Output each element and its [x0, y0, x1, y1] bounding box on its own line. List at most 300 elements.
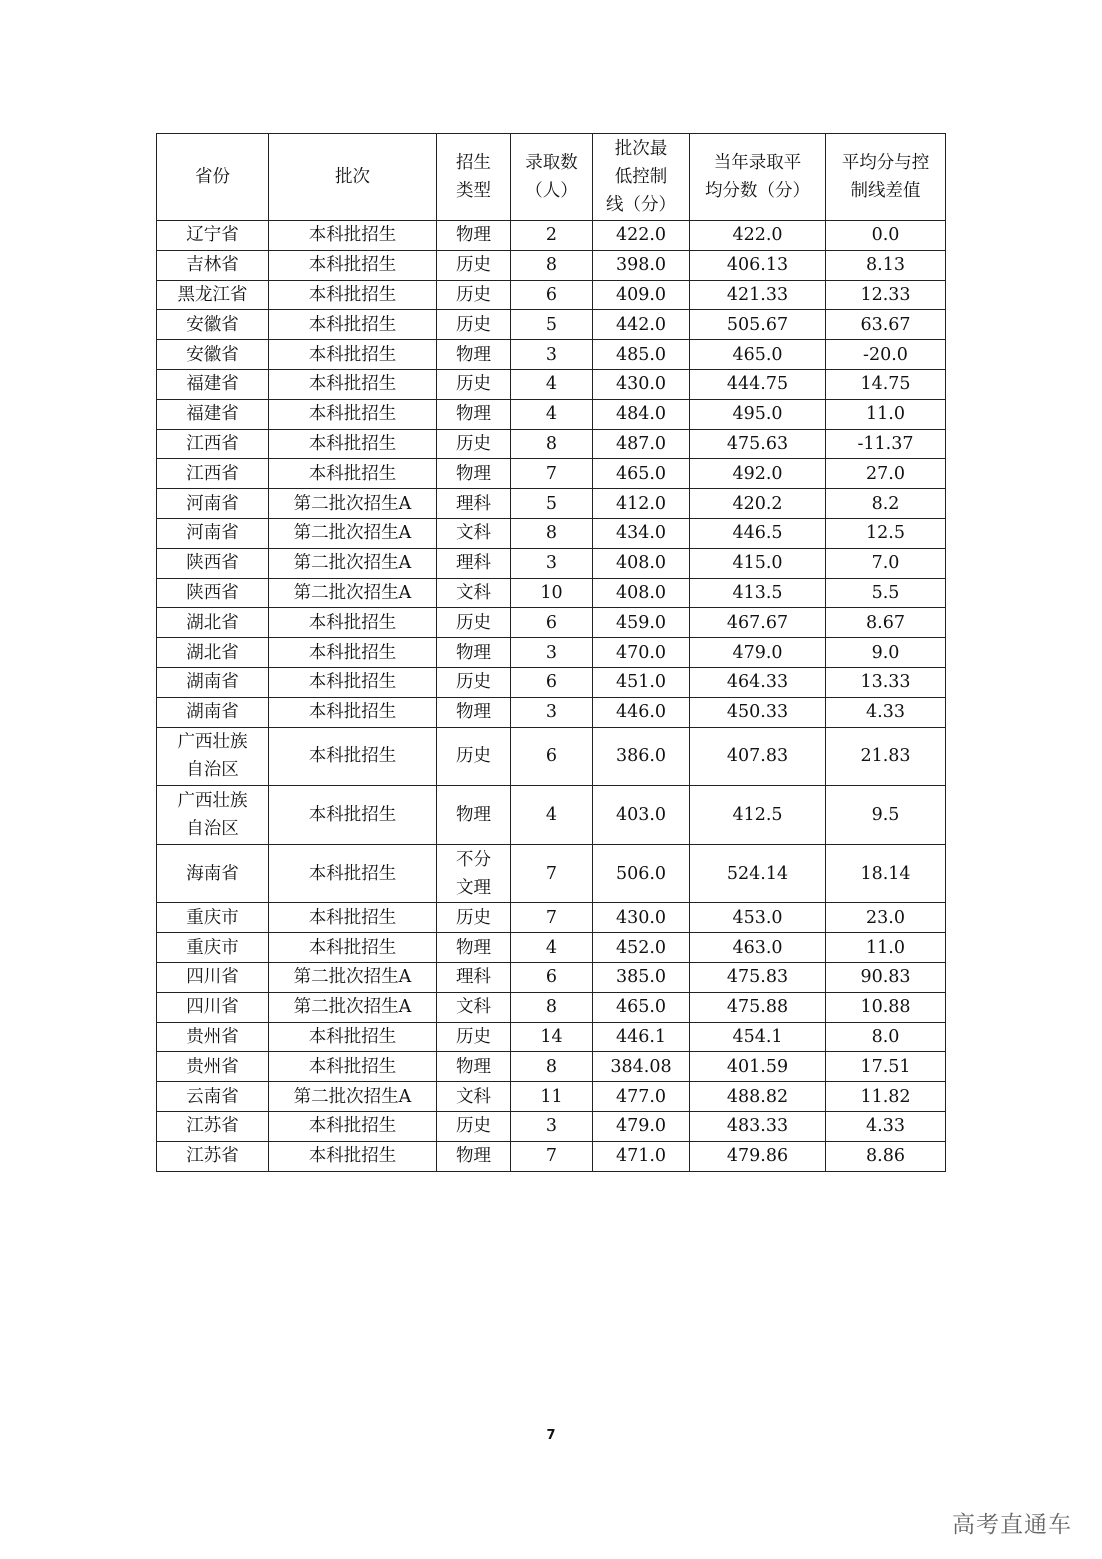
cell-text-line: 11.0	[866, 937, 905, 958]
cell-batch	[269, 727, 437, 786]
cell-text-line: 406.13	[726, 255, 789, 276]
cell-admission-type	[437, 903, 511, 933]
cell-average-score	[690, 933, 826, 963]
cell-text-line: 广西壮族	[177, 732, 248, 753]
cell-batch-control-line	[593, 429, 690, 459]
cell-text-line: 云南省	[186, 1086, 239, 1107]
cell-province	[157, 786, 269, 845]
cell-text-line: 本科批招生	[308, 314, 397, 335]
cell-text-line: 第二批次招生A	[293, 997, 412, 1018]
cell-text-line: 6	[545, 967, 558, 988]
cell-text-line: 本科批招生	[308, 433, 397, 454]
cell-text-line: 459.0	[615, 612, 667, 633]
cell-text-line: 物理	[456, 642, 491, 663]
cell-text-line: 444.75	[726, 374, 789, 395]
cell-province	[157, 608, 269, 638]
cell-text-line: 8.13	[866, 255, 905, 276]
cell-admission-type	[437, 608, 511, 638]
cell-text-line: 384.08	[610, 1056, 672, 1077]
cell-admission-type	[437, 429, 511, 459]
cell-text-line: 8	[545, 997, 558, 1018]
cell-batch	[269, 221, 437, 251]
cell-average-score	[690, 578, 826, 608]
cell-average-score	[690, 786, 826, 845]
table-body	[157, 221, 946, 1172]
cell-admission-type	[437, 933, 511, 963]
cell-text-line: 412.0	[615, 493, 667, 514]
cell-batch-control-line	[593, 608, 690, 638]
cell-text-line: 5.5	[871, 582, 900, 603]
cell-text-line: 自治区	[186, 818, 239, 839]
table-row	[157, 578, 946, 608]
cell-text-line: 河南省	[186, 493, 239, 514]
table-row	[157, 429, 946, 459]
cell-text-line: 5	[545, 493, 558, 514]
cell-text-line: 479.0	[615, 1116, 667, 1137]
cell-text-line: 8.86	[866, 1146, 905, 1167]
cell-batch-control-line	[593, 221, 690, 251]
cell-province	[157, 250, 269, 280]
cell-text-line: 本科批招生	[308, 225, 397, 246]
cell-text-line: 物理	[456, 463, 491, 484]
cell-text-line: 3	[545, 553, 558, 574]
cell-text-line: 12.5	[866, 523, 905, 544]
cell-score-difference	[826, 638, 946, 668]
cell-text-line: 本科批招生	[308, 1056, 397, 1077]
cell-average-score	[690, 221, 826, 251]
cell-text-line: 理科	[456, 967, 491, 988]
cell-admission-type	[437, 697, 511, 727]
cell-average-score	[690, 1111, 826, 1141]
table-row	[157, 518, 946, 548]
cell-text-line: 446.1	[615, 1026, 667, 1047]
cell-text-line: 477.0	[615, 1086, 667, 1107]
cell-score-difference	[826, 489, 946, 519]
cell-score-difference	[826, 786, 946, 845]
cell-admitted-count	[511, 369, 593, 399]
cell-text-line: 90.83	[860, 967, 911, 988]
cell-text-line: 历史	[456, 374, 491, 395]
cell-average-score	[690, 697, 826, 727]
cell-score-difference	[826, 459, 946, 489]
cell-text-line: 历史	[456, 1116, 491, 1137]
cell-text-line: 福建省	[186, 374, 239, 395]
cell-text-line: 历史	[456, 1026, 491, 1047]
cell-average-score	[690, 727, 826, 786]
cell-text-line: 批次最	[614, 139, 668, 159]
cell-admitted-count	[511, 638, 593, 668]
cell-text-line: 6	[545, 672, 558, 693]
cell-text-line: 386.0	[615, 746, 667, 767]
cell-average-score	[690, 280, 826, 310]
header-admitted-count	[511, 134, 593, 221]
cell-text-line: 9.5	[871, 804, 900, 825]
cell-province	[157, 548, 269, 578]
cell-admission-type	[437, 992, 511, 1022]
cell-text-line: 430.0	[615, 374, 667, 395]
cell-average-score	[690, 638, 826, 668]
cell-text-line: 403.0	[615, 804, 667, 825]
cell-text-line: 历史	[456, 612, 491, 633]
cell-text-line: 本科批招生	[308, 746, 397, 767]
cell-admission-type	[437, 369, 511, 399]
cell-text-line: 464.33	[726, 672, 789, 693]
cell-text-line: 四川省	[186, 997, 239, 1018]
cell-text-line: 4	[545, 804, 558, 825]
cell-batch	[269, 933, 437, 963]
table-row	[157, 459, 946, 489]
cell-score-difference	[826, 1111, 946, 1141]
cell-batch	[269, 1141, 437, 1171]
cell-text-line: 12.33	[860, 284, 911, 305]
cell-batch-control-line	[593, 638, 690, 668]
cell-text-line: 434.0	[615, 523, 667, 544]
cell-province	[157, 1141, 269, 1171]
cell-text-line: 14	[540, 1026, 563, 1047]
cell-province	[157, 992, 269, 1022]
cell-score-difference	[826, 608, 946, 638]
cell-batch-control-line	[593, 1022, 690, 1052]
cell-batch	[269, 310, 437, 340]
cell-text-line: 四川省	[186, 967, 239, 988]
cell-score-difference	[826, 369, 946, 399]
cell-text-line: 理科	[456, 553, 491, 574]
cell-batch	[269, 489, 437, 519]
cell-text-line: 自治区	[186, 760, 239, 781]
cell-average-score	[690, 962, 826, 992]
header-admission-type	[437, 134, 511, 221]
cell-text-line: 省份	[195, 167, 230, 187]
cell-text-line: 文理	[456, 877, 491, 898]
cell-text-line: 465.0	[615, 997, 667, 1018]
cell-admission-type	[437, 578, 511, 608]
cell-batch	[269, 667, 437, 697]
cell-text-line: 0.0	[871, 225, 900, 246]
cell-batch	[269, 903, 437, 933]
cell-text-line: 465.0	[615, 463, 667, 484]
cell-text-line: 479.86	[726, 1146, 789, 1167]
cell-batch	[269, 578, 437, 608]
cell-text-line: 11.82	[860, 1086, 911, 1107]
cell-text-line: 407.83	[726, 746, 789, 767]
cell-batch-control-line	[593, 280, 690, 310]
page-number: 7	[546, 1428, 556, 1443]
cell-text-line: 第二批次招生A	[293, 582, 412, 603]
cell-average-score	[690, 1052, 826, 1082]
cell-text-line: 484.0	[615, 404, 667, 425]
table-row	[157, 1111, 946, 1141]
cell-admission-type	[437, 518, 511, 548]
cell-admitted-count	[511, 250, 593, 280]
cell-text-line: 本科批招生	[308, 463, 397, 484]
cell-text-line: 11.0	[866, 404, 905, 425]
cell-batch-control-line	[593, 399, 690, 429]
cell-province	[157, 429, 269, 459]
table-row	[157, 844, 946, 903]
cell-text-line: 安徽省	[186, 344, 239, 365]
cell-text-line: 历史	[456, 314, 491, 335]
cell-average-score	[690, 1022, 826, 1052]
cell-admission-type	[437, 280, 511, 310]
cell-text-line: 408.0	[615, 582, 667, 603]
cell-text-line: 物理	[456, 702, 491, 723]
cell-text-line: 421.33	[726, 284, 789, 305]
cell-text-line: 录取数	[525, 153, 578, 173]
cell-admitted-count	[511, 992, 593, 1022]
cell-text-line: 物理	[456, 804, 491, 825]
cell-text-line: 物理	[456, 404, 491, 425]
cell-text-line: 23.0	[866, 907, 905, 928]
cell-text-line: 488.82	[726, 1086, 789, 1107]
cell-province	[157, 310, 269, 340]
cell-score-difference	[826, 548, 946, 578]
table-row	[157, 221, 946, 251]
cell-score-difference	[826, 667, 946, 697]
cell-admitted-count	[511, 786, 593, 845]
cell-batch	[269, 548, 437, 578]
cell-batch-control-line	[593, 1052, 690, 1082]
cell-batch-control-line	[593, 933, 690, 963]
cell-text-line: 历史	[456, 284, 491, 305]
cell-batch	[269, 250, 437, 280]
cell-admitted-count	[511, 608, 593, 638]
cell-text-line: 63.67	[860, 314, 911, 335]
cell-text-line: 506.0	[615, 863, 667, 884]
cell-admitted-count	[511, 903, 593, 933]
cell-text-line: 不分	[456, 849, 491, 870]
cell-admitted-count	[511, 727, 593, 786]
cell-text-line: 5	[545, 314, 558, 335]
cell-admitted-count	[511, 1111, 593, 1141]
cell-batch	[269, 369, 437, 399]
cell-text-line: 413.5	[732, 582, 783, 603]
table-row	[157, 1082, 946, 1112]
cell-text-line: 本科批招生	[308, 374, 397, 395]
admission-scores-table	[156, 133, 946, 1172]
cell-text-line: -11.37	[857, 433, 914, 454]
cell-text-line: 8	[545, 523, 558, 544]
cell-province	[157, 667, 269, 697]
cell-province	[157, 369, 269, 399]
cell-score-difference	[826, 1082, 946, 1112]
cell-text-line: 陕西省	[186, 553, 239, 574]
cell-text-line: 524.14	[726, 863, 789, 884]
cell-text-line: 贵州省	[186, 1026, 239, 1047]
cell-text-line: 本科批招生	[308, 1146, 397, 1167]
cell-text-line: 8	[545, 433, 558, 454]
cell-average-score	[690, 340, 826, 370]
cell-score-difference	[826, 697, 946, 727]
cell-text-line: 471.0	[615, 1146, 667, 1167]
cell-admission-type	[437, 489, 511, 519]
cell-text-line: 湖北省	[186, 612, 239, 633]
cell-batch-control-line	[593, 697, 690, 727]
cell-text-line: 贵州省	[186, 1056, 239, 1077]
table-row	[157, 399, 946, 429]
cell-province	[157, 518, 269, 548]
cell-average-score	[690, 992, 826, 1022]
table-row	[157, 727, 946, 786]
cell-batch	[269, 280, 437, 310]
cell-score-difference	[826, 1141, 946, 1171]
cell-text-line: 505.67	[726, 314, 789, 335]
cell-admitted-count	[511, 1141, 593, 1171]
table-row	[157, 903, 946, 933]
cell-average-score	[690, 310, 826, 340]
table-row	[157, 933, 946, 963]
table-row	[157, 962, 946, 992]
cell-text-line: 陕西省	[186, 582, 239, 603]
cell-text-line: 江西省	[186, 463, 239, 484]
cell-province	[157, 399, 269, 429]
cell-text-line: 422.0	[615, 225, 667, 246]
cell-text-line: 本科批招生	[308, 642, 397, 663]
cell-text-line: 线（分）	[606, 195, 676, 215]
cell-score-difference	[826, 429, 946, 459]
cell-batch	[269, 1022, 437, 1052]
cell-text-line: 7	[545, 863, 558, 884]
cell-text-line: 历史	[456, 907, 491, 928]
cell-text-line: 文科	[456, 582, 491, 603]
cell-text-line: 18.14	[860, 863, 911, 884]
cell-text-line: 均分数（分）	[705, 181, 810, 201]
table-row	[157, 280, 946, 310]
cell-text-line: 6	[545, 746, 558, 767]
cell-average-score	[690, 844, 826, 903]
cell-score-difference	[826, 280, 946, 310]
cell-score-difference	[826, 844, 946, 903]
cell-average-score	[690, 489, 826, 519]
cell-province	[157, 459, 269, 489]
cell-text-line: 7	[545, 463, 558, 484]
cell-text-line: 409.0	[615, 284, 667, 305]
cell-text-line: 442.0	[615, 314, 667, 335]
table-row	[157, 638, 946, 668]
table-row	[157, 1022, 946, 1052]
cell-text-line: 21.83	[860, 746, 911, 767]
cell-average-score	[690, 667, 826, 697]
cell-average-score	[690, 459, 826, 489]
cell-text-line: 本科批招生	[308, 907, 397, 928]
cell-text-line: 湖南省	[186, 702, 239, 723]
cell-text-line: 江苏省	[186, 1146, 239, 1167]
cell-text-line: 本科批招生	[308, 937, 397, 958]
cell-text-line: 450.33	[726, 702, 789, 723]
cell-text-line: 415.0	[732, 553, 783, 574]
cell-province	[157, 1082, 269, 1112]
cell-province	[157, 221, 269, 251]
cell-score-difference	[826, 310, 946, 340]
cell-text-line: 470.0	[615, 642, 667, 663]
cell-text-line: 本科批招生	[308, 702, 397, 723]
cell-text-line: 453.0	[732, 907, 783, 928]
cell-admitted-count	[511, 1052, 593, 1082]
cell-text-line: 475.88	[726, 997, 789, 1018]
cell-text-line: 452.0	[615, 937, 667, 958]
cell-score-difference	[826, 340, 946, 370]
cell-batch	[269, 1082, 437, 1112]
cell-score-difference	[826, 1052, 946, 1082]
cell-score-difference	[826, 221, 946, 251]
cell-text-line: 465.0	[732, 344, 783, 365]
cell-text-line: 第二批次招生A	[293, 1086, 412, 1107]
cell-admitted-count	[511, 548, 593, 578]
cell-text-line: 401.59	[726, 1056, 789, 1077]
cell-text-line: 安徽省	[186, 314, 239, 335]
cell-average-score	[690, 429, 826, 459]
cell-text-line: 辽宁省	[186, 225, 239, 246]
cell-text-line: 3	[545, 702, 558, 723]
cell-batch-control-line	[593, 459, 690, 489]
header-average-score	[690, 134, 826, 221]
cell-batch-control-line	[593, 340, 690, 370]
cell-admitted-count	[511, 933, 593, 963]
cell-admission-type	[437, 250, 511, 280]
cell-text-line: 吉林省	[186, 255, 239, 276]
cell-text-line: 历史	[456, 255, 491, 276]
cell-text-line: 8.67	[866, 612, 905, 633]
cell-average-score	[690, 399, 826, 429]
table-row	[157, 548, 946, 578]
cell-batch-control-line	[593, 667, 690, 697]
cell-province	[157, 697, 269, 727]
cell-province	[157, 1111, 269, 1141]
cell-text-line: 江苏省	[186, 1116, 239, 1137]
cell-text-line: 历史	[456, 433, 491, 454]
cell-batch	[269, 697, 437, 727]
cell-admitted-count	[511, 489, 593, 519]
cell-average-score	[690, 369, 826, 399]
cell-text-line: 4	[545, 937, 558, 958]
cell-text-line: 历史	[456, 746, 491, 767]
header-batch	[269, 134, 437, 221]
cell-text-line: 理科	[456, 493, 491, 514]
cell-admission-type	[437, 399, 511, 429]
cell-text-line: 467.67	[726, 612, 789, 633]
cell-province	[157, 933, 269, 963]
table-header	[157, 134, 946, 221]
cell-batch-control-line	[593, 369, 690, 399]
table-row	[157, 992, 946, 1022]
cell-text-line: 文科	[456, 997, 491, 1018]
cell-admission-type	[437, 962, 511, 992]
cell-admission-type	[437, 638, 511, 668]
cell-text-line: 430.0	[615, 907, 667, 928]
cell-admitted-count	[511, 578, 593, 608]
cell-admission-type	[437, 310, 511, 340]
cell-admitted-count	[511, 399, 593, 429]
cell-text-line: 本科批招生	[308, 863, 397, 884]
cell-text-line: 446.5	[732, 523, 783, 544]
cell-admitted-count	[511, 340, 593, 370]
cell-batch-control-line	[593, 1082, 690, 1112]
cell-text-line: 本科批招生	[308, 804, 397, 825]
cell-text-line: -20.0	[863, 344, 908, 365]
cell-text-line: 8.2	[871, 493, 900, 514]
cell-admitted-count	[511, 844, 593, 903]
header-score-difference	[826, 134, 946, 221]
cell-batch	[269, 962, 437, 992]
cell-text-line: 408.0	[615, 553, 667, 574]
cell-average-score	[690, 903, 826, 933]
cell-text-line: 451.0	[615, 672, 667, 693]
cell-text-line: 本科批招生	[308, 612, 397, 633]
cell-text-line: 物理	[456, 1146, 491, 1167]
cell-text-line: 3	[545, 1116, 558, 1137]
cell-admission-type	[437, 786, 511, 845]
cell-text-line: 黑龙江省	[177, 284, 248, 305]
cell-batch-control-line	[593, 1141, 690, 1171]
